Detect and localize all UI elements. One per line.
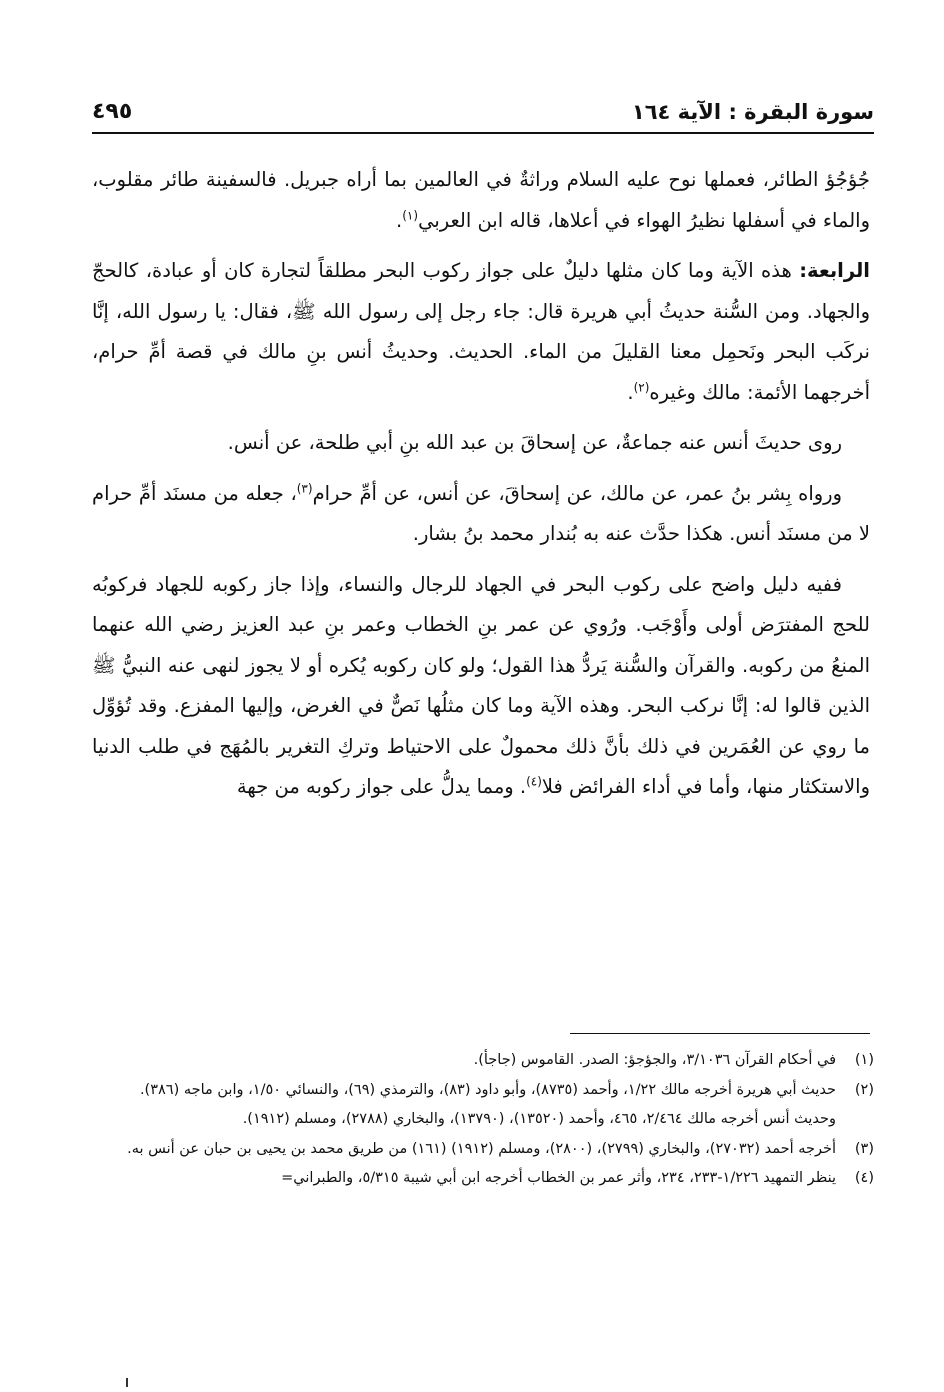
footnote-separator <box>570 1033 870 1034</box>
footnote-ref-3: (٣) <box>296 481 313 495</box>
header-rule <box>92 132 874 134</box>
footnote-1 <box>92 1046 874 1076</box>
footnote-2-continuation: وحديث أنس أخرجه مالك ٢/٤٦٤، ٤٦٥، وأحمد (١٣٥٢٠)، (١٣٧٩٠)، والبخاري (٢٧٨٨)، ومسلم (١٩١٢). <box>242 1111 836 1127</box>
paragraph-4-text-b: ، جعله من مسنَد أمِّ حرام لا من مسنَد أنس. هكذا حدَّث عنه به بُندار محمد بنُ بشار. <box>92 481 870 545</box>
footnote-ref-1: (١) <box>402 208 419 222</box>
footnote-text: ينظر التمهيد ١/٢٢٦-٢٣٣، ٢٣٤، وأثر عمر بن الخطاب أخرجه ابن أبي شيبة ٥/٣١٥، والطبراني= <box>281 1170 836 1186</box>
surah-verse-reference: سورة البقرة : الآية ١٦٤ <box>631 100 874 124</box>
print-speck <box>126 1378 128 1387</box>
footnote-number: (٤) <box>854 1170 874 1186</box>
paragraph-1 <box>92 160 870 241</box>
footnote-ref-4: (٤) <box>526 774 542 789</box>
paragraph-3-text: روى حديثَ أنس عنه جماعةٌ، عن إسحاقَ بن عبد الله بنِ أبي طلحة، عن أنس. <box>227 431 842 454</box>
paragraph-2-text: هذه الآية وما كان مثلها دليلٌ على جواز ركوب البحر مطلقاً لتجارة كان أو عبادة، كالحجّ والجهاد. ومن السُّنة حديثُ أبي هريرة قال: جاء رجل إلى رسول الله ﷺ، فقال: يا رسول الله، إنَّا نركَب البحر ونَحمِل معنا القليلَ من الماء. الحديث. وحديثُ أنس بنِ مالك في قصة أمِّ حرام، أخرجهما الأئمة: مالك وغيره <box>92 259 870 404</box>
footnote-number: (٢) <box>854 1081 874 1098</box>
footnote-ref-2: (٢) <box>633 380 650 394</box>
footnote-3 <box>92 1135 874 1165</box>
paragraph-4 <box>92 474 870 555</box>
paragraph-3 <box>92 423 870 464</box>
footnote-text: أخرجه أحمد (٢٧٠٣٢)، والبخاري (٢٧٩٩)، (٢٨٠٠)، ومسلم (١٩١٢) (١٦١) من طريق محمد بن يحيى بن حبان عن أنس به. <box>127 1140 836 1157</box>
paragraph-1-text: جُؤجُؤ الطائر، فعملها نوح عليه السلام وراثةٌ في العالمين بما أراه جبريل. فالسفينة طائر مقلوب، والماء في أسفلها نظيرُ الهواء في أعلاها، قاله ابن العربي <box>92 168 870 232</box>
section-keyword: الرابعة: <box>799 259 870 282</box>
paragraph-1-tail: . <box>396 208 403 232</box>
footnote-2 <box>92 1076 874 1106</box>
footnote-text: في أحكام القرآن ٣/١٠٣٦، والجؤجؤ: الصدر. القاموس (جاجأ). <box>473 1052 836 1068</box>
footnote-number: (١) <box>854 1052 874 1068</box>
paragraph-4-text-a: ورواه بِشر بنُ عمر، عن مالك، عن إسحاقَ، عن أنس، عن أمِّ حرام <box>312 481 842 505</box>
page-number: ٤٩٥ <box>92 99 133 124</box>
footnote-number: (٣) <box>854 1140 874 1157</box>
paragraph-2 <box>92 251 870 413</box>
paragraph-5-text-a: ففيه دليل واضح على ركوب البحر في الجهاد للرجال والنساء، وإذا جاز ركوبه للجهاد فركوبُه للحج المفترَض أولى وأَوْجَب. ورُوي عن عمر بنِ الخطاب وعمر بنِ عبد العزيز رضي الله عنهما المنعُ من ركوبه. والقرآن والسُّنة يَردُّ هذا القول؛ ولو كان ركوبه يُكره أو لا يجوز لنهى عنه النبيُّ ﷺ الذين قالوا له: إنَّا نركب البحر. وهذه الآية وما كان مثلُها نَصٌّ في الغرض، وإليها المفزع. وقد تُؤوِّل ما روي عن العُمَرين في ذلك بأنَّ ذلك محمولٌ على الاحتياط وتركِ التغرير بالمُهَج في طلب الدنيا والاستكثار منها، وأما في أداء الفرائض فلا <box>92 572 870 798</box>
footnotes <box>92 1046 874 1194</box>
paragraph-2-tail: . <box>627 380 634 404</box>
paragraph-5-text-b: . ومما يدلُّ على جواز ركوبه من جهة <box>236 775 527 798</box>
footnote-4 <box>92 1164 874 1194</box>
paragraph-5 <box>92 565 870 808</box>
main-text <box>92 160 870 818</box>
running-header <box>92 84 874 124</box>
footnote-text: حديث أبي هريرة أخرجه مالك ١/٢٢، وأحمد (٨٧٣٥)، وأبو داود (٨٣)، والترمذي (٦٩)، والنسائي ١/٥٠، وابن ماجه (٣٨٦). <box>139 1081 836 1098</box>
